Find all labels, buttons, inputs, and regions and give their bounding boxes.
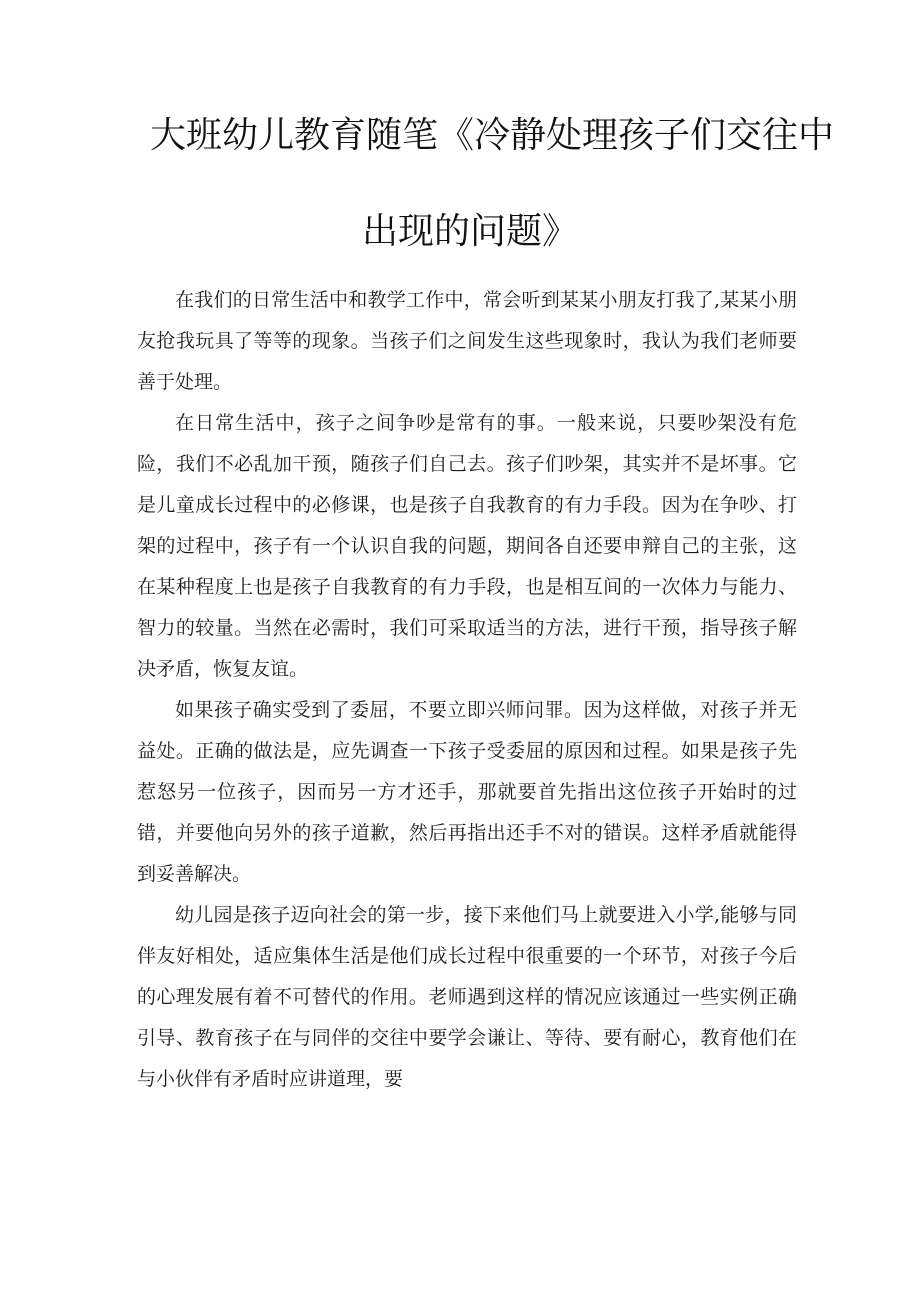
document-title [150, 88, 835, 280]
title-line-2: 出现的问题》 [361, 211, 578, 252]
title-line-1: 大班幼儿教育随笔《冷静处理孩子们交往中 [150, 115, 835, 156]
paragraph-4: 幼儿园是孩子迈向社会的第一步，接下来他们马上就要进入小学,能够与同伴友好相处，适应集体生活是他们成长过程中很重要的一个环节，对孩子今后的心理发展有着不可替代的作用。老师遇到这样的情况应该通过一些实例正确引导、教育孩子在与同伴的交往中要学会谦让、等待、要有耐心，教育他们在与小伙伴有矛盾时应讲道理，要 [137, 904, 797, 1090]
document-body [137, 280, 797, 1100]
paragraph-1: 在我们的日常生活中和教学工作中，常会听到某某小朋友打我了,某某小朋友抢我玩具了等等的现象。当孩子们之间发生这些现象时，我认为我们老师要善于处理。 [137, 289, 797, 393]
paragraph-3: 如果孩子确实受到了委屈，不要立即兴师问罪。因为这样做，对孩子并无益处。正确的做法是，应先调查一下孩子受委屈的原因和过程。如果是孩子先惹怒另一位孩子，因而另一方才还手，那就要首先指出这位孩子开始时的过错，并要他向另外的孩子道歉，然后再指出还手不对的错误。这样矛盾就能得到妥善解决。 [137, 699, 797, 885]
paragraph-2: 在日常生活中，孩子之间争吵是常有的事。一般来说，只要吵架没有危险，我们不必乱加干预，随孩子们自己去。孩子们吵架，其实并不是坏事。它是儿童成长过程中的必修课，也是孩子自我教育的有力手段。因为在争吵、打架的过程中，孩子有一个认识自我的问题，期间各自还要申辩自己的主张，这在某种程度上也是孩子自我教育的有力手段，也是相互间的一次体力与能力、智力的较量。当然在必需时，我们可采取适当的方法，进行干预，指导孩子解决矛盾，恢复友谊。 [137, 412, 797, 680]
